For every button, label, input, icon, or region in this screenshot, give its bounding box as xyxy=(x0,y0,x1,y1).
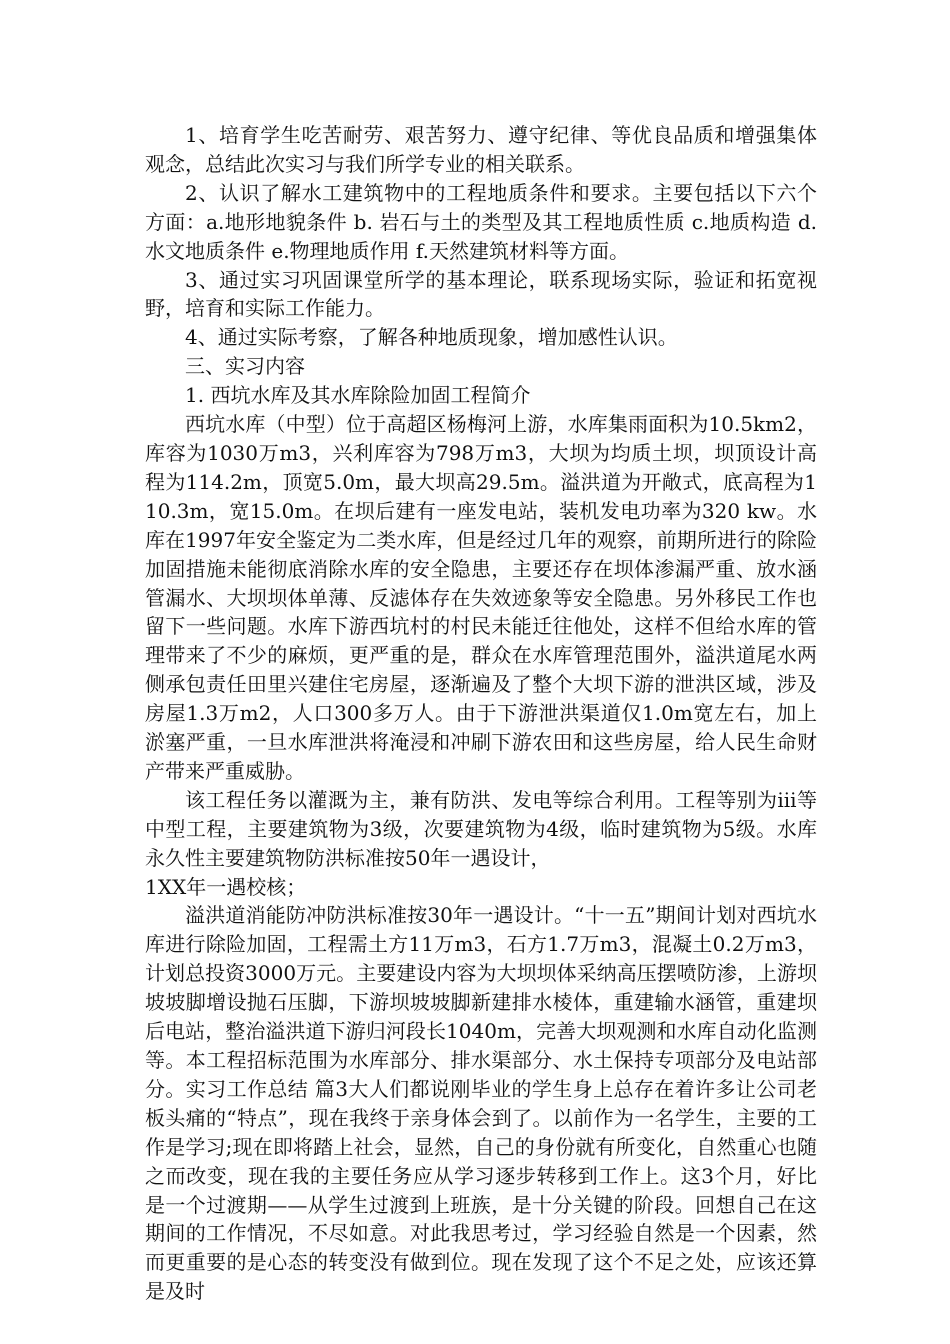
paragraph-goal-3: 3、通过实习巩固课堂所学的基本理论，联系现场实际，验证和拓宽视野，培育和实际工作能力。 xyxy=(145,267,817,321)
paragraph-goal-4: 4、通过实际考察，了解各种地质现象，增加感性认识。 xyxy=(185,325,678,350)
paragraph-reservoir-overview: 西坑水库（中型）位于高超区杨梅河上游，水库集雨面积为10.5km2，库容为1030万m3，兴利库容为798万m3，大坝为均质土坝，坝顶设计高程为114.2m，顶宽5.0m，最大坝高29.5m。溢洪道为开敞式，底高程为110.3m，宽15.0m。在坝后建有一座发电站，装机发电功率为320 kw。水库在1997年安全鉴定为二类水库，但是经过几年的观察，前期所进行的除险加固措施未能彻底消除水库的安全隐患，主要还存在坝体渗漏严重、放水涵管漏水、大坝坝体单薄、反滤体存在失效迹象等安全隐患。另外移民工作也留下一些问题。水库下游西坑村的村民未能迁往他处，这样不但给水库的管理带来了不少的麻烦，更严重的是，群众在水库管理范围外，溢洪道尾水两侧承包责任田里兴建住宅房屋，逐渐遍及了整个大坝下游的泄洪区域，涉及房屋1.3万m2，人口300多万人。由于下游泄洪渠道仅1.0m宽左右，加上淤塞严重，一旦水库泄洪将淹浸和冲刷下游农田和这些房屋，给人民生命财产带来严重威胁。 xyxy=(145,412,817,783)
paragraph-goal-1: 1、培育学生吃苦耐劳、艰苦努力、遵守纪律、等优良品质和增强集体观念，总结此次实习与我们所学专业的相关联系。 xyxy=(145,123,817,176)
subsection-heading-project: 1. 西坑水库及其水库除险加固工程简介 xyxy=(185,383,531,408)
paragraph-goal-2: 2、认识了解水工建筑物中的工程地质条件和要求。主要包括以下六个方面：a.地形地貌条件 b. 岩石与土的类型及其工程地质性质 c.地质构造 d.水文地质条件 e.物理地质作用 f.天然建筑材料等方面。 xyxy=(145,180,817,263)
section-heading-content: 三、实习内容 xyxy=(185,354,305,379)
paragraph-project-tasks: 该工程任务以灌溉为主，兼有防洪、发电等综合利用。工程等别为iii等中型工程，主要建筑物为3级，次要建筑物为4级，临时建筑物为5级。水库永久性主要建筑物防洪标准按50年一遇设计， xyxy=(145,787,817,870)
document-body xyxy=(145,121,817,1306)
paragraph-spillway-and-summary: 溢洪道消能防冲防洪标准按30年一遇设计。“十一五”期间计划对西坑水库进行除险加固，工程需土方11万m3，石方1.7万m3，混凝土0.2万m3，计划总投资3000万元。主要建设内容为大坝坝体采纳高压摆喷防渗，上游坝坡坡脚增设抛石压脚，下游坝坡坡脚新建排水棱体，重建输水涵管，重建坝后电站，整治溢洪道下游归河段长1040m，完善大坝观测和水库自动化监测等。本工程招标范围为水库部分、排水渠部分、水土保持专项部分及电站部分。实习工作总结 篇3大人们都说刚毕业的学生身上总存在着许多让公司老板头痛的“特点”，现在我终于亲身体会到了。以前作为一名学生，主要的工作是学习;现在即将踏上社会，显然，自己的身份就有所变化，自然重心也随之而改变，现在我的主要任务应从学习逐步转移到工作上。这3个月，好比是一个过渡期——从学生过渡到上班族，是十分关键的阶段。回想自己在这期间的工作情况，不尽如意。对此我思考过，学习经验自然是一个因素，然而更重要的是心态的转变没有做到位。现在发现了这个不足之处，应该还算是及时 xyxy=(145,903,817,1304)
paragraph-check-standard: 1XX年一遇校核； xyxy=(145,874,307,899)
